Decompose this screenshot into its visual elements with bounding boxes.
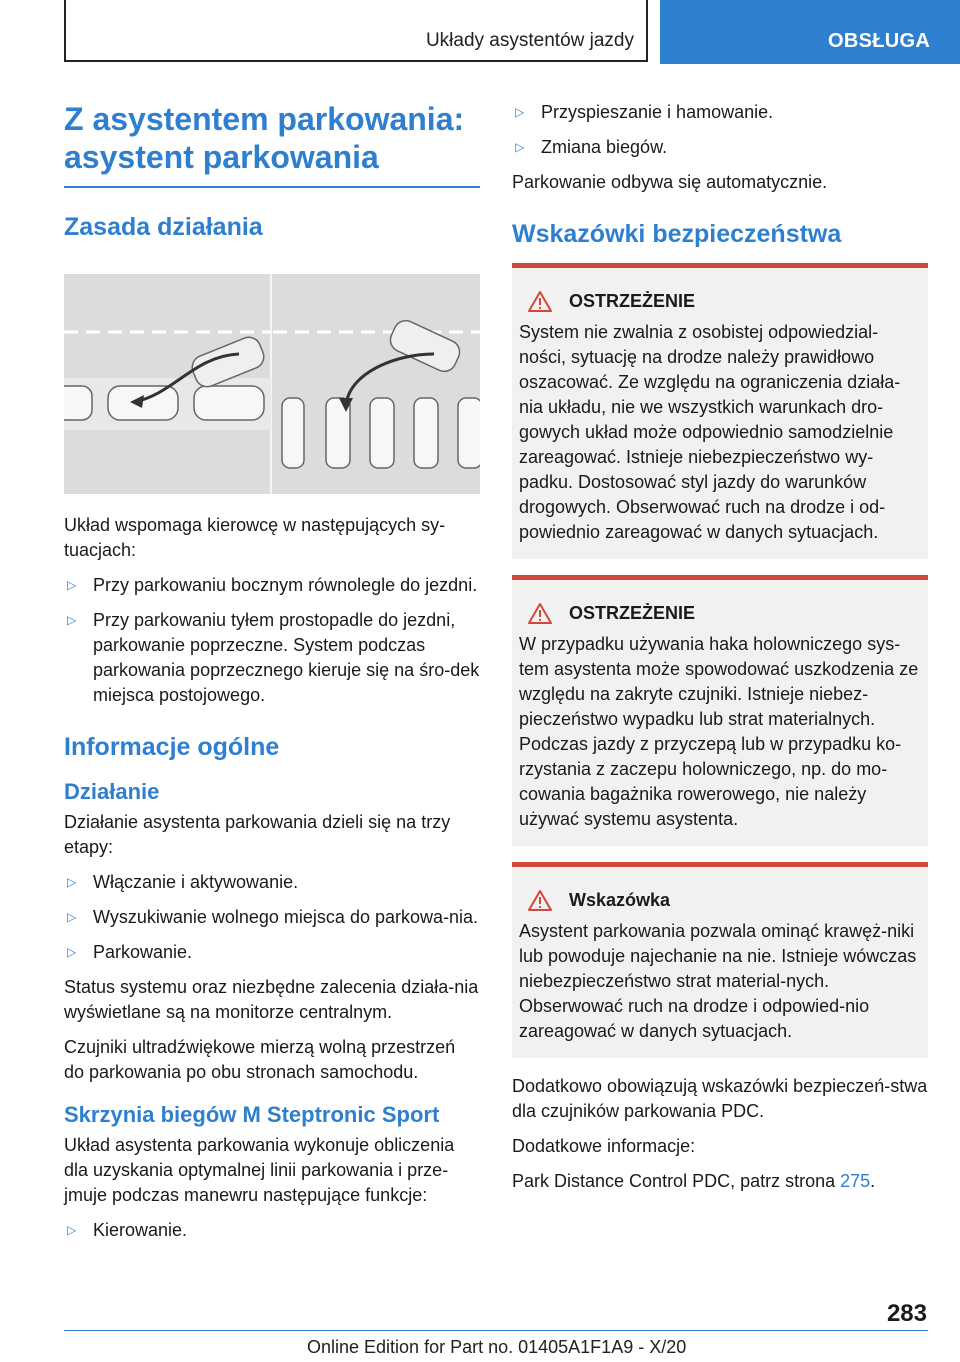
page-link[interactable]: 275 xyxy=(840,1171,871,1191)
heading-principle: Zasada działania xyxy=(64,213,263,241)
triangle-bullet-icon: ▷ xyxy=(515,140,525,154)
situations-list xyxy=(64,573,480,708)
heading-function: Działanie xyxy=(64,779,160,804)
notice-title: Wskazówka xyxy=(569,889,671,910)
notice-box xyxy=(512,862,928,1058)
chapter-tab: OBSŁUGA xyxy=(660,0,960,64)
footer-edition: Online Edition for Part no. 01405A1F1A9 - X/20 xyxy=(307,1337,687,1357)
heading-gearbox: Skrzynia biegów M Steptronic Sport xyxy=(64,1102,440,1127)
warning-triangle-icon xyxy=(528,602,552,624)
warning-box xyxy=(512,575,928,846)
intro-text: Układ wspomaga kierowcę w następujących sy‐tuacjach: xyxy=(64,515,446,560)
functions-list xyxy=(64,1218,480,1243)
warning-box xyxy=(512,263,928,559)
triangle-bullet-icon: ▷ xyxy=(67,1223,77,1237)
parking-illustration xyxy=(64,274,480,494)
notice-text: Asystent parkowania pozwala ominąć krawęż‐niki lub powoduje najechanie na nie. Istnieje wówczas niebezpieczeństwo strat material‐nych. Obserwować ruch na drodze i odpowied‐nio zareagować w danych sytuacjach. xyxy=(519,921,917,1041)
warning-text: W przypadku używania haka holowniczego sys‐tem asystenta może spowodować uszkodzenia ze względu na zakryte czujniki. Istnieje niebez‐pieczeństwo wypadku lub strat materialnych. Podczas jazdy z przyczepą lub w przypadku ko‐rzystania z zaczepu holowniczego, np. do mo‐cowania bagażnika rowerowego, nie należy używać systemu asystenta. xyxy=(519,634,919,829)
triangle-bullet-icon: ▷ xyxy=(67,945,77,959)
more-info-label: Dodatkowe informacje: xyxy=(512,1136,696,1156)
warning-triangle-icon xyxy=(528,889,552,911)
heading-safety: Wskazówki bezpieczeństwa xyxy=(512,220,842,248)
pdc-reference: Park Distance Control PDC, patrz strona 275. xyxy=(512,1171,876,1191)
footer-divider xyxy=(64,1330,928,1331)
left-column xyxy=(64,100,480,1253)
warning-title: OSTRZEŻENIE xyxy=(569,602,696,623)
list-item: ▷ Zmiana biegów. xyxy=(512,135,928,160)
list-item: ▷ Przy parkowaniu bocznym równolegle do jezdni. xyxy=(64,573,480,598)
sensor-text: Czujniki ultradźwiękowe mierzą wolną przestrzeń do parkowania po obu stronach samochodu. xyxy=(64,1037,456,1082)
triangle-bullet-icon: ▷ xyxy=(67,578,77,592)
warning-text: System nie zwalnia z osobistej odpowiedzial‐ności, sytuację na drodze należy prawidłowo oszacować. Ze względu na ograniczenia działa‐nia układu, nie we wszystkich warunkach dro‐gowych układ może odpowiednio samodzielnie zareagować. Istnieje niebezpieczeństwo wy‐padku. Dostosować styl jazdy do warunków drogowych. Obserwować ruch na drodze i od‐powiednio zareagować w danych sytuacjach. xyxy=(519,322,901,542)
warning-triangle-icon xyxy=(528,290,552,312)
function-text: Działanie asystenta parkowania dzieli się na trzy etapy: xyxy=(64,812,451,857)
list-item: ▷ Wyszukiwanie wolnego miejsca do parkowa‐nia. xyxy=(64,905,480,930)
section-header-box xyxy=(64,0,648,62)
section-title: Układy asystentów jazdy xyxy=(425,30,634,51)
list-item: ▷ Przyspieszanie i hamowanie. xyxy=(512,100,928,125)
list-item: ▷ Przy parkowaniu tyłem prostopadle do jezdni, parkowanie poprzeczne. System podczas parkowania poprzecznego kieruje się na śro‐dek miejsca postojowego. xyxy=(67,610,480,705)
list-item: ▷ Kierowanie. xyxy=(64,1218,480,1243)
stages-list xyxy=(64,870,480,965)
triangle-bullet-icon: ▷ xyxy=(67,613,77,627)
list-item: ▷ Włączanie i aktywowanie. xyxy=(64,870,480,895)
gearbox-text: Układ asystenta parkowania wykonuje obliczenia dla uzyskania optymalnej linii parkowania i prze‐jmuje podczas manewru następujące funkcje: xyxy=(64,1135,455,1205)
right-column xyxy=(512,100,928,1204)
triangle-bullet-icon: ▷ xyxy=(67,875,77,889)
page-header xyxy=(0,0,960,66)
page-title: Z asystentem parkowania: asystent parkowania xyxy=(64,100,480,188)
triangle-bullet-icon: ▷ xyxy=(67,910,77,924)
additional-text: Dodatkowo obowiązują wskazówki bezpieczeń‐stwa dla czujników parkowania PDC. xyxy=(512,1076,928,1121)
triangle-bullet-icon: ▷ xyxy=(515,105,525,119)
heading-general: Informacje ogólne xyxy=(64,733,280,761)
functions-list-continued xyxy=(512,100,928,160)
auto-text: Parkowanie odbywa się automatycznie. xyxy=(512,172,828,192)
list-item: ▷ Parkowanie. xyxy=(64,940,480,965)
status-text: Status systemu oraz niezbędne zalecenia działa‐nia wyświetlane są na monitorze centralnym. xyxy=(64,977,479,1022)
warning-title: OSTRZEŻENIE xyxy=(569,290,696,311)
page-number: 283 xyxy=(886,1300,927,1327)
